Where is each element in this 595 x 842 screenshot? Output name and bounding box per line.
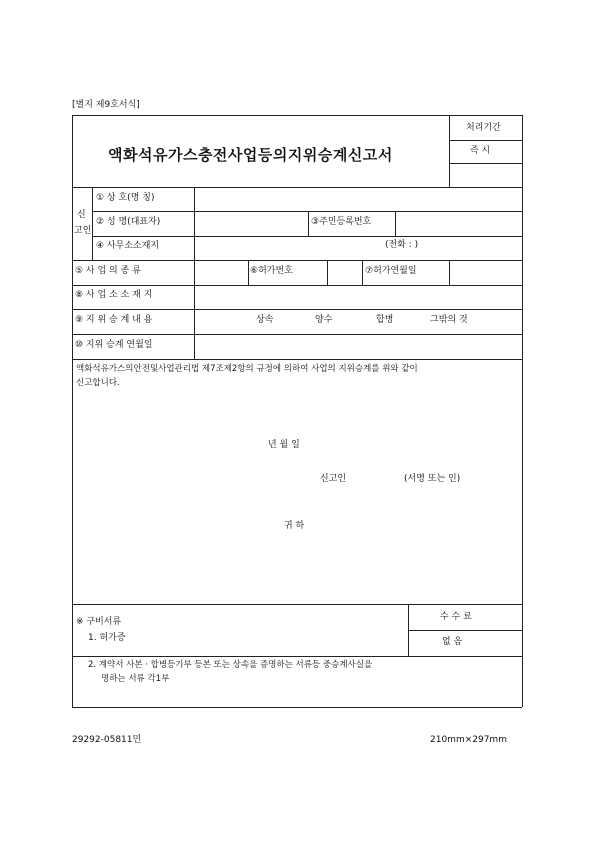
applicant-label-1: 신 (77, 210, 86, 220)
form-title: 액화석유가스충전사업등의지위승계신고서 (108, 146, 393, 164)
footer-paper-size: 210mm×297mm (430, 735, 507, 745)
succession-option-merger: 합병 (376, 315, 394, 325)
fee-label: 수 수 료 (440, 612, 472, 622)
form-label: [별지 제9호서식] (72, 100, 140, 110)
processing-value: 즉 시 (470, 146, 491, 156)
permit-date-label: ⑦허가연월일 (365, 266, 417, 276)
business-address-label: ⑧ 사 업 소 소 재 지 (75, 290, 153, 300)
footer-code: 29292-05811민 (72, 735, 142, 745)
documents-item-2: 2. 계약서 사본 · 합병등기부 등본 또는 상속을 증명하는 서류등 중승계사실을 (88, 660, 373, 670)
permit-no-label: ⑥허가번호 (250, 266, 293, 276)
succession-date-label: ⑩ 지위 승계 연월일 (75, 340, 153, 350)
declaration-line-1: 액화석유가스의안전및사업관리법 제7조제2항의 규정에 의하여 사업의 지위승계를 위와 같이 (76, 364, 418, 374)
signature-label: (서명 또는 인) (404, 474, 461, 484)
succession-option-transfer: 양수 (315, 315, 333, 325)
succession-label: ⑨ 지 위 승 계 내 용 (75, 315, 153, 325)
declarant-label: 신고인 (320, 474, 347, 484)
documents-header: ※ 구비서류 (76, 617, 122, 627)
succession-option-other: 그밖의 것 (430, 315, 468, 325)
office-address-label: ④ 사무소소재지 (96, 241, 160, 251)
applicant-label-2: 고인 (74, 226, 92, 236)
documents-item-2-cont: 명하는 서류 각1부 (101, 674, 170, 684)
name-label: ② 성 명(대표자) (96, 217, 161, 227)
trade-name-label: ① 상 호(명 칭) (96, 193, 155, 203)
succession-option-inheritance: 상속 (256, 315, 274, 325)
declaration-line-2: 신고합니다. (76, 378, 120, 388)
resident-no-label: ③주민등록번호 (311, 217, 372, 227)
addressee-label: 귀 하 (284, 521, 305, 531)
fee-value: 없 음 (442, 637, 463, 647)
phone-label: (전화 : ) (385, 240, 419, 250)
business-type-label: ⑤ 사 업 의 종 류 (75, 266, 141, 276)
declaration-date: 년 월 일 (268, 440, 300, 450)
documents-item-1: 1. 허가증 (88, 633, 126, 643)
processing-label: 처리기간 (466, 123, 501, 133)
